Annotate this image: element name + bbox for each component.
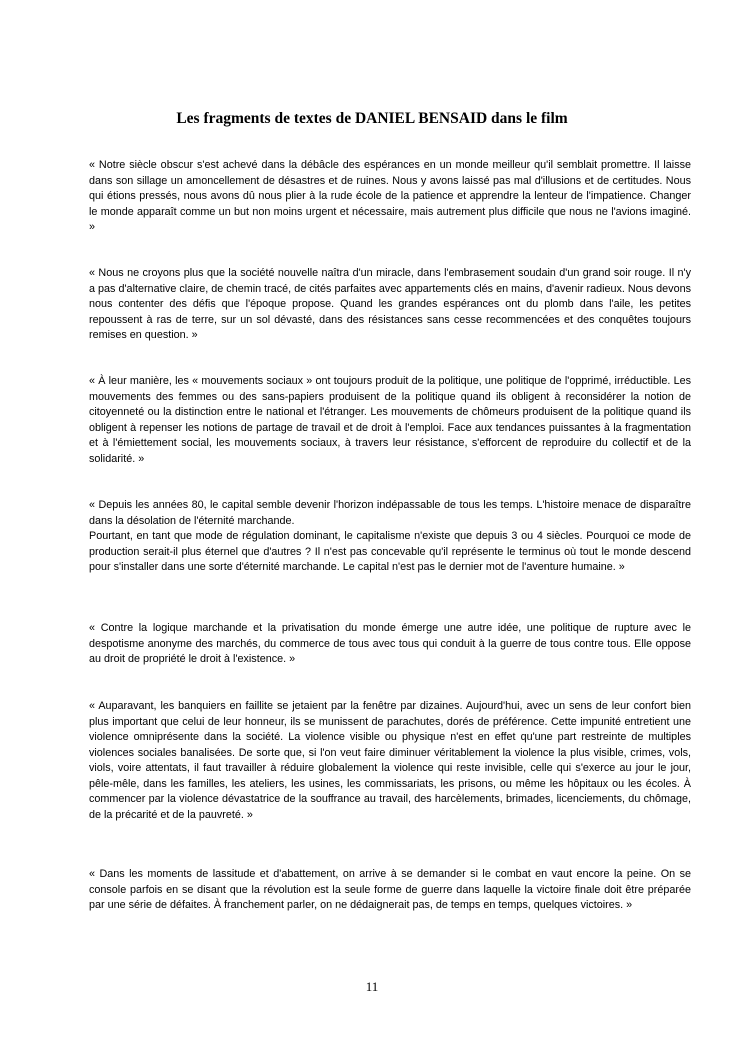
quote-paragraph-4 <box>89 498 691 576</box>
quote-3-line-1: « À leur manière, les « mouvements sociaux » ont toujours produit de la politique, une politique de l'opprimé, irréductible. Les mouvements des femmes ou des sans-papiers produisent de la politique quand ils obligent à reconsidérer la notion de citoyenneté ou la distinction entre le national et l'étranger. Les mouvements de chômeurs produisent de la politique quand ils obligent à repenser les notions de partage de travail et de droit à l'emploi. Face aux tendances puissantes à la fragmentation et à l'émiettement social, les mouvements sociaux, à travers leur résistance, s'efforcent de reproduire du collectif et de la solidarité. » <box>89 375 691 465</box>
quote-2-line-1: « Nous ne croyons plus que la société nouvelle naîtra d'un miracle, dans l'embrasement soudain d'un grand soir rouge. Il n'y a pas d'alternative claire, de chemin tracé, de cités parfaites avec appartements clés en mains, d'avenir radieux. Nous devons nous contenter des défis que l'époque propose. Quand les grandes espérances ont du plomb dans l'aile, les petites repoussent à ras de terre, sur un sol dévasté, dans des résistances sans cesse recommencées et des conquêtes toujours remises en question. » <box>89 267 691 341</box>
quote-paragraph-2 <box>89 266 691 344</box>
quote-paragraph-5 <box>89 621 691 668</box>
quote-paragraph-6 <box>89 699 691 823</box>
quote-1-line-1: « Notre siècle obscur s'est achevé dans la débâcle des espérances en un monde meilleur qu'il semblait promettre. Il laisse dans son sillage un amoncellement de désastres et de ruines. Nous y avons laissé pas mal d'illusions et de certitudes. Nous qui étions pressés, nous avons dû nous plier à la rude école de la patience et apprendre la lenteur de l'impatience. Changer le monde apparaît comme un but non moins urgent et nécessaire, mais autrement plus difficile que nous ne l'avions imaginé. » <box>89 159 691 233</box>
quote-5-line-1: « Contre la logique marchande et la privatisation du monde émerge une autre idée, une politique de rupture avec le despotisme anonyme des marchés, du commerce de tous avec tous qui conduit à la guerre de tous contre tous. Elle oppose au droit de propriété le droit à l'existence. » <box>89 622 691 665</box>
page-number: 11 <box>365 979 379 994</box>
quote-6-line-1: « Auparavant, les banquiers en faillite se jetaient par la fenêtre par dizaines. Aujourd'hui, avec un sens de leur confort bien plus important que celui de leur honneur, ils se munissent de parachutes, dorés de préférence. Cette impunité entretient une violence omniprésente dans la société. La violence visible ou physique n'est en effet qu'une part restreinte de multiples violences sociales banalisées. De sorte que, si l'on veut faire diminuer véritablement la violence la plus visible, crimes, vols, viols, voire attentats, il faut travailler à réduire globalement la violence qui reste invisible, celle qui s'exerce au jour le jour, pêle-mêle, dans les familles, les ateliers, les usines, les commissariats, les prisons, ou même les hôpitaux ou les écoles. À commencer par la violence dévastatrice de la souffrance au travail, des harcèlements, brimades, licenciements, du chômage, de la précarité et de la pauvreté. » <box>89 700 691 821</box>
quote-4-line-2: Pourtant, en tant que mode de régulation dominant, le capitalisme n'existe que depuis 3 ou 4 siècles. Pourquoi ce mode de production serait-il plus éternel que d'autres ? Il n'est pas concevable qu'il représente le terminus où tout le monde descend pour s'installer dans une sorte d'éternité marchande. Le capital n'est pas le dernier mot de l'aventure humaine. » <box>89 530 691 573</box>
quote-paragraph-7 <box>89 867 691 914</box>
page-title: Les fragments de textes de DANIEL BENSAID dans le film <box>176 110 568 127</box>
quote-4-line-1: « Depuis les années 80, le capital semble devenir l'horizon indépassable de tous les temps. L'histoire menace de disparaître dans la désolation de l'éternité marchande. <box>89 499 691 527</box>
quote-7-line-1: « Dans les moments de lassitude et d'abattement, on arrive à se demander si le combat en vaut encore la peine. On se console parfois en se disant que la révolution est la seule forme de guerre dans laquelle la victoire finale doit être préparée par une série de défaites. À franchement parler, on ne dédaignerait pas, de temps en temps, quelques victoires. » <box>89 868 691 911</box>
quote-paragraph-1 <box>89 158 691 236</box>
quote-paragraph-3 <box>89 374 691 467</box>
